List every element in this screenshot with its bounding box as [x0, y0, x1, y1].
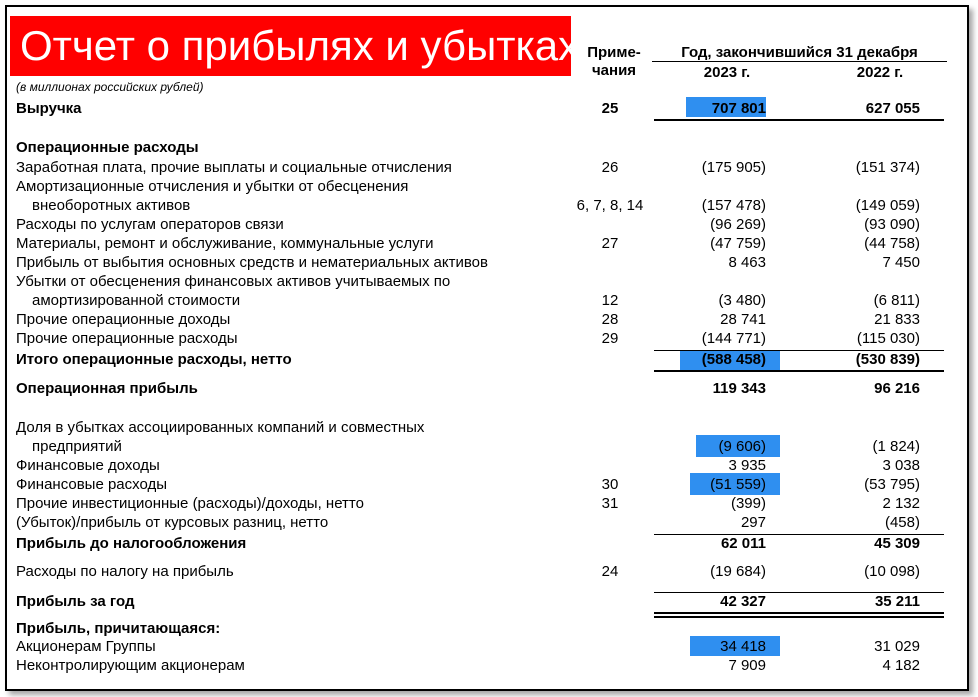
table-row: Заработная плата, прочие выплаты и социальные отчисления 26 (175 905) (151 374) — [16, 159, 920, 176]
rule-after-opex-total — [654, 370, 944, 372]
table-row: внеоборотных активов 6, 7, 8, 14 (157 478) (149 059) — [32, 197, 920, 214]
table-row: Операционная прибыль 119 343 96 216 — [16, 380, 920, 397]
notes-column-header-line2: чания — [591, 62, 637, 79]
table-row: Амортизационные отчисления и убытки от обесценения — [16, 178, 409, 195]
table-row: Прибыль, причитающаяся: — [16, 620, 221, 637]
rule-after-revenue — [654, 119, 944, 121]
period-header: Год, закончившийся 31 декабря — [681, 44, 918, 61]
table-row: (Убыток)/прибыль от курсовых разниц, нетто 297 (458) — [16, 514, 920, 531]
table-row: Прибыль от выбытия основных средств и нематериальных активов 8 463 7 450 — [16, 254, 920, 271]
table-row: Финансовые расходы 30 (51 559) (53 795) — [16, 476, 920, 493]
table-row: Убытки от обесценения финансовых активов учитываемых по — [16, 273, 451, 290]
table-row: предприятий (9 606) (1 824) — [32, 438, 920, 455]
year-2022-header: 2022 г. — [856, 64, 904, 81]
rule-after-net-profit-1 — [654, 612, 944, 614]
table-row: Прибыль до налогообложения 62 011 45 309 — [16, 535, 920, 552]
table-row: Прочие операционные доходы 28 28 741 21 833 — [16, 311, 920, 328]
table-row: Операционные расходы — [16, 139, 199, 156]
rule-after-net-profit-2 — [654, 616, 944, 618]
units-note: (в миллионах российских рублей) — [16, 80, 204, 94]
table-row: Расходы по услугам операторов связи (96 269) (93 090) — [16, 216, 920, 233]
table-row: Выручка 25 707 801 627 055 — [16, 100, 920, 117]
report-title: Отчет о прибылях и убытках — [10, 16, 571, 76]
table-row: Прочие инвестиционные (расходы)/доходы, нетто 31 (399) 2 132 — [16, 495, 920, 512]
table-row: Неконтролирующим акционерам 7 909 4 182 — [16, 657, 920, 674]
table-row: Акционерам Группы 34 418 31 029 — [16, 638, 920, 655]
table-row: Материалы, ремонт и обслуживание, коммунальные услуги 27 (47 759) (44 758) — [16, 235, 920, 252]
table-row: Расходы по налогу на прибыль 24 (19 684) (10 098) — [16, 563, 920, 580]
table-row: Прибыль за год 42 327 35 211 — [16, 593, 920, 610]
period-underline — [652, 61, 947, 62]
table-row: Финансовые доходы 3 935 3 038 — [16, 457, 920, 474]
notes-column-header-line1: Приме- — [587, 44, 641, 61]
year-2023-header: 2023 г. — [703, 64, 751, 81]
table-row: амортизированной стоимости 12 (3 480) (6 811) — [32, 292, 920, 309]
table-row: Прочие операционные расходы 29 (144 771) (115 030) — [16, 330, 920, 347]
table-row: Итого операционные расходы, нетто (588 458) (530 839) — [16, 351, 920, 368]
table-row: Доля в убытках ассоциированных компаний и совместных — [16, 419, 425, 436]
